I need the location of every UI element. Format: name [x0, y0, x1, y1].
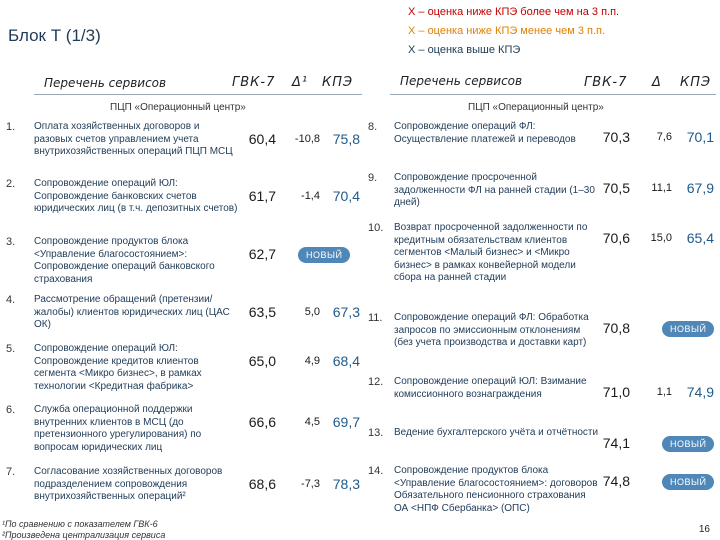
right-row-gvk-value: 70,3	[602, 129, 630, 145]
left-row-text: Оплата хозяйственных договоров и разовых счетов управлением учета внутрихозяйственных операций ПЦП МСЦ	[34, 121, 233, 157]
header-kpe-left: КПЭ	[322, 75, 354, 90]
right-row-gvk-value: 70,6	[602, 230, 630, 246]
left-row-gvk-value: 62,7	[248, 246, 276, 262]
left-row-number: 1.	[6, 121, 16, 133]
left-row-number: 4.	[6, 294, 16, 306]
section-label-right: ПЦП «Операционный центр»	[468, 102, 604, 113]
left-row-text: Согласование хозяйственных договоров подразделением сопровождения внутрихозяйственных операций²	[34, 466, 223, 502]
legend-red: X – оценка ниже КПЭ более чем на 3 п.п.	[408, 6, 620, 18]
left-row-kpe-value: 68,4	[332, 353, 360, 369]
left-row-kpe-value: 78,3	[332, 476, 360, 492]
right-row-kpe-value: 67,9	[686, 180, 714, 196]
left-row-delta-value: 4,5	[304, 416, 320, 428]
right-row-kpe-value: 65,4	[686, 230, 714, 246]
right-row-text: Сопровождение продуктов блока <Управление благосостоянием>: договоров Обязательного пенсионного страхования ОА <НПФ Сбербанка> (ОПС)	[394, 465, 598, 514]
left-row-gvk-value: 66,6	[248, 414, 276, 430]
left-row-number: 6.	[6, 404, 16, 416]
left-row-text: Сопровождение операций ЮЛ: Сопровождение кредитов клиентов сегмента <Микро бизнес>, в рамках технологии <Кредитная фабрика>	[34, 343, 202, 392]
right-row-new-badge: НОВЫЙ	[662, 436, 714, 452]
right-row-gvk-value: 70,5	[602, 180, 630, 196]
left-row-text: Служба операционной поддержки внутренних клиентов в МСЦ (до претензионного урегулирования) по вопросам юридических лиц	[34, 404, 202, 453]
right-row-number: 13.	[368, 427, 384, 439]
right-row-text: Ведение бухгалтерского учёта и отчётности	[394, 427, 599, 438]
right-row-delta-value: 11,1	[651, 182, 672, 194]
header-gvk-right: ГВК-7	[584, 75, 628, 90]
header-kpe-right: КПЭ	[680, 75, 712, 90]
header-services-left: Перечень сервисов	[44, 76, 167, 90]
legend-orange: X – оценка ниже КПЭ менее чем 3 п.п.	[408, 25, 606, 37]
right-row-gvk-value: 71,0	[602, 384, 630, 400]
header-divider-left	[34, 94, 362, 95]
right-row-kpe-value: 74,9	[686, 384, 714, 400]
right-row-gvk-value: 74,1	[602, 435, 630, 451]
right-row-delta-value: 15,0	[650, 232, 672, 244]
left-row-delta-value: 5,0	[304, 306, 320, 318]
right-row-new-badge: НОВЫЙ	[662, 474, 714, 490]
left-row-kpe-value: 70,4	[332, 188, 360, 204]
left-row-text: Сопровождение операций ЮЛ: Сопровождение банковских счетов юридических лиц (в т.ч. депозитных счетов)	[34, 178, 238, 214]
left-row-number: 7.	[6, 466, 16, 478]
footnote-2: ²Произведена централизация сервиса	[2, 530, 166, 540]
left-row-gvk-value: 60,4	[248, 131, 276, 147]
left-row-gvk-value: 61,7	[248, 188, 276, 204]
footnote-1: ¹По сравнению с показателем ГВК-6	[2, 519, 158, 529]
page-title: Блок Т (1/3)	[8, 26, 101, 45]
right-row-text: Сопровождение операций ФЛ: Обработка запросов по эмиссионным отклонениям (без учета производства и доставки карт)	[394, 312, 589, 348]
section-label-left: ПЦП «Операционный центр»	[110, 102, 246, 113]
header-divider-right	[390, 94, 716, 95]
right-row-delta-value: 1,1	[656, 386, 672, 398]
left-row-gvk-value: 63,5	[248, 304, 276, 320]
left-row-delta-value: -7,3	[301, 478, 320, 490]
right-row-number: 8.	[368, 121, 378, 133]
left-row-number: 2.	[6, 178, 16, 190]
left-row-kpe-value: 75,8	[332, 131, 360, 147]
left-row-delta-value: 4,9	[304, 355, 320, 367]
left-row-kpe-value: 69,7	[332, 414, 360, 430]
right-row-number: 11.	[368, 312, 383, 324]
left-row-number: 5.	[6, 343, 16, 355]
right-row-text: Сопровождение операций ЮЛ: Взимание комиссионного вознаграждения	[394, 376, 587, 400]
right-row-number: 10.	[368, 222, 384, 234]
right-row-number: 9.	[368, 172, 378, 184]
header-services-right: Перечень сервисов	[400, 74, 523, 88]
right-row-text: Сопровождение просроченной задолженности ФЛ на ранней стадии (1–30 дней)	[394, 172, 595, 208]
header-delta-right: Δ	[652, 75, 662, 90]
right-row-gvk-value: 74,8	[602, 473, 630, 489]
right-row-number: 14.	[368, 465, 384, 477]
page-number: 16	[698, 524, 710, 535]
left-row-text: Сопровождение продуктов блока <Управление благосостоянием>: Сопровождение операций банковского страхования	[34, 236, 215, 285]
right-row-text: Сопровождение операций ФЛ: Осуществление платежей и переводов	[394, 121, 576, 145]
left-row-gvk-value: 65,0	[248, 353, 276, 369]
header-delta-left: Δ¹	[292, 75, 309, 90]
right-row-number: 12.	[368, 376, 384, 388]
right-row-kpe-value: 70,1	[686, 129, 714, 145]
left-row-text: Рассмотрение обращений (претензии/жалобы) клиентов юридических лиц (ЦАС ОК)	[34, 294, 230, 330]
right-row-gvk-value: 70,8	[602, 320, 630, 336]
left-row-gvk-value: 68,6	[248, 476, 276, 492]
left-row-delta-value: -1,4	[301, 190, 320, 202]
legend-blue: X – оценка выше КПЭ	[408, 44, 521, 56]
right-row-delta-value: 7,6	[656, 131, 672, 143]
left-row-new-badge: НОВЫЙ	[298, 247, 350, 263]
left-row-delta-value: -10,8	[294, 133, 320, 145]
right-row-new-badge: НОВЫЙ	[662, 321, 714, 337]
header-gvk-left: ГВК-7	[232, 75, 276, 90]
left-row-kpe-value: 67,3	[332, 304, 360, 320]
right-row-text: Возврат просроченной задолженности по кредитным обязательствам клиентов сегментов <Малый бизнес> и <Микро бизнес> в рамках конвейерной модели сбора на ранней стадии	[394, 222, 588, 283]
left-row-number: 3.	[6, 236, 16, 248]
